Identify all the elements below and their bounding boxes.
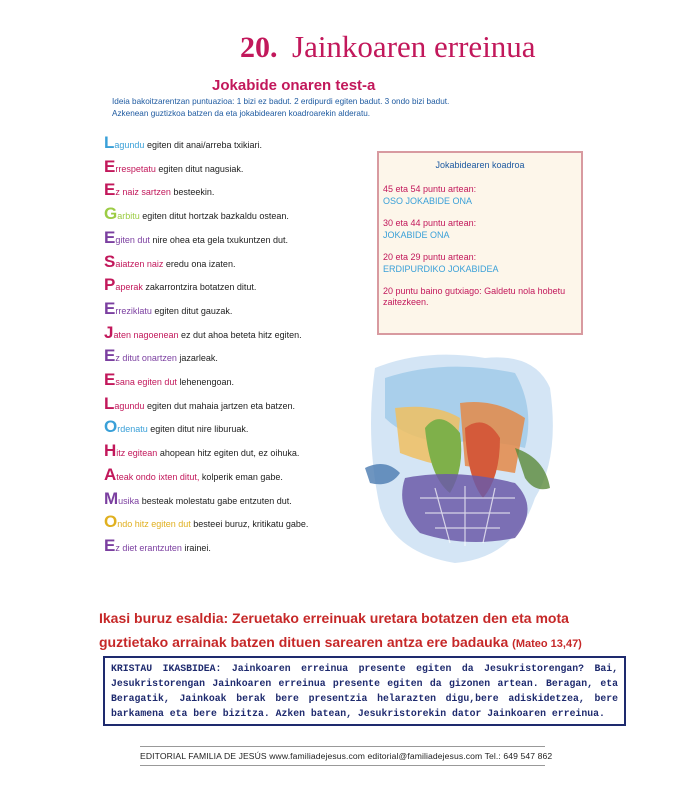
instructions-text: Ideia bakoitzarentzan puntuazioa: 1 bizi ez badut. 2 erdipurdi egiten badut. 3 ondo bizi badut. Azkenean guztizkoa batzen da eta jokabidearen koadroarekin alderatu. <box>112 97 450 118</box>
behavior-highlight: aiatzen naiz <box>115 258 164 269</box>
behavior-highlight: arbitu <box>117 211 140 222</box>
behavior-text: ez dut ahoa beteta hitz egiten. <box>178 329 302 340</box>
behavior-highlight: itz egitean <box>116 448 158 459</box>
behavior-item <box>104 156 244 176</box>
publisher-footer: EDITORIAL FAMILIA DE JESÚS www.familiadejesus.com editorial@familiadejesus.com Tel.: 649 547 862 <box>140 746 545 766</box>
page-subtitle: Jokabide onaren test-a <box>212 77 376 94</box>
behavior-text: ahopean hitz egiten dut, ez oihuka. <box>157 448 300 459</box>
behavior-item <box>104 251 236 271</box>
behavior-highlight: usika <box>118 495 140 506</box>
behavior-text: nire ohea eta gela txukuntzen dut. <box>149 234 288 245</box>
memory-verse-text: Ikasi buruz esaldia: Zeruetako erreinuak uretara botatzen den eta mota guztietako arrainak batzen dituen sarearen antza ere badauka <box>99 610 569 650</box>
behavior-text: besteak molestatu gabe entzuten dut. <box>139 495 292 506</box>
behavior-highlight: z ditut onartzen <box>115 353 177 364</box>
acrostic-letter: A <box>104 464 117 484</box>
acrostic-letter: L <box>104 133 115 152</box>
score-table-title: Jokabidearen koadroa <box>435 160 525 170</box>
behavior-highlight: z diet erantzuten <box>115 542 182 553</box>
catechism-text: KRISTAU IKASBIDEA: Jainkoaren erreinua presente egiten da Jesukristorengan? Bai, Jesukristorengan Jainkoaren erreinua presente egiten da gizonen artean. Beragan, eta Beragatik, Jainkoak berak bere presentzia helarazten digu,bere adiskidetzea, bere barkamena eta bere bizitza. Azken batean, Jesukristorekin dator Jainkoaren erreinua. <box>111 663 618 719</box>
acrostic-letter: G <box>104 204 118 224</box>
behavior-item <box>104 393 296 413</box>
score-range-value: ERDIPURDIKO JOKABIDEA <box>383 264 499 274</box>
score-range-label: 45 eta 54 puntu artean: <box>383 184 477 194</box>
lesson-number: 20. <box>240 31 278 64</box>
behavior-text: irainei. <box>181 542 211 553</box>
behavior-item <box>104 441 300 461</box>
behavior-highlight: aten nagoenean <box>113 329 179 340</box>
behavior-item <box>104 512 309 532</box>
acrostic-letter: S <box>104 251 116 271</box>
acrostic-letter: M <box>104 488 119 508</box>
behavior-text: egiten ditut hortzak bazkaldu ostean. <box>139 211 289 222</box>
behavior-highlight: agundu <box>114 400 145 411</box>
behavior-text: besteekin. <box>170 187 215 198</box>
acrostic-letter: L <box>104 393 115 413</box>
score-range-value: OSO JOKABIDE ONA <box>383 196 473 206</box>
behavior-text: egiten ditut gauzak. <box>151 305 233 316</box>
behavior-text: kolperik eman gabe. <box>199 471 283 482</box>
memory-verse-reference: (Mateo 13,47) <box>512 638 582 650</box>
behavior-highlight: z naiz sartzen <box>115 187 171 198</box>
page-title: Jainkoaren erreinua <box>292 29 536 64</box>
catechism-box <box>103 656 626 726</box>
score-range-label: 20 eta 29 puntu artean: <box>383 252 477 262</box>
behavior-item <box>104 464 283 484</box>
behavior-item <box>104 298 233 318</box>
behavior-text: egiten ditut nire liburuak. <box>147 424 249 435</box>
behavior-item <box>104 346 218 366</box>
behavior-item <box>104 180 215 200</box>
behavior-highlight: ndo hitz egiten dut <box>117 519 191 530</box>
behavior-item <box>104 370 234 389</box>
fishermen-net-illustration <box>365 348 560 570</box>
behavior-text: lehenengoan. <box>176 377 234 387</box>
score-range-label: 30 eta 44 puntu artean: <box>383 218 477 228</box>
behavior-text: zakarrontzira botatzen ditut. <box>142 282 257 293</box>
acrostic-letter: E <box>104 298 116 318</box>
behavior-text: eredu ona izaten. <box>163 258 236 269</box>
behavior-highlight: giten dut <box>115 234 150 245</box>
acrostic-letter: H <box>104 441 117 461</box>
behavior-highlight: rrespetatu <box>115 163 156 174</box>
behavior-highlight: aperak <box>115 282 143 293</box>
behavior-item <box>104 133 262 152</box>
behavior-text: jazarleak. <box>176 353 218 364</box>
behavior-text: egiten ditut nagusiak. <box>155 163 244 174</box>
behavior-item <box>104 417 249 437</box>
behavior-highlight: sana egiten dut <box>115 377 177 387</box>
memory-verse <box>99 606 619 656</box>
behavior-text: egiten dit anai/arreba txikiari. <box>144 140 262 150</box>
acrostic-letter: P <box>104 275 116 295</box>
acrostic-letter: E <box>104 227 116 247</box>
score-range-value: JOKABIDE ONA <box>383 230 450 240</box>
behavior-text: egiten dut mahaia jartzen eta batzen. <box>144 400 296 411</box>
behavior-item <box>104 488 292 508</box>
acrostic-letter: O <box>104 512 118 532</box>
acrostic-letter: E <box>104 370 116 389</box>
acrostic-letter: E <box>104 346 116 366</box>
behavior-highlight: teak ondo ixten ditut, <box>116 471 200 482</box>
behavior-item <box>104 204 289 224</box>
behavior-highlight: rreziklatu <box>115 305 152 316</box>
acrostic-letter: E <box>104 156 116 176</box>
behavior-item <box>104 535 211 555</box>
acrostic-letter: E <box>104 180 116 200</box>
acrostic-letter: J <box>104 322 114 342</box>
behavior-item <box>104 322 302 342</box>
behavior-highlight: rdenatu <box>117 424 148 435</box>
behavior-highlight: agundu <box>114 140 145 150</box>
acrostic-letter: O <box>104 417 118 437</box>
acrostic-letter: E <box>104 535 116 555</box>
behavior-item <box>104 275 257 295</box>
score-range-label: 20 puntu baino gutxiago: Galdetu nola hobetu zaitezkeen. <box>383 286 566 307</box>
behavior-text: besteei buruz, kritikatu gabe. <box>190 519 309 530</box>
behavior-item <box>104 227 288 247</box>
